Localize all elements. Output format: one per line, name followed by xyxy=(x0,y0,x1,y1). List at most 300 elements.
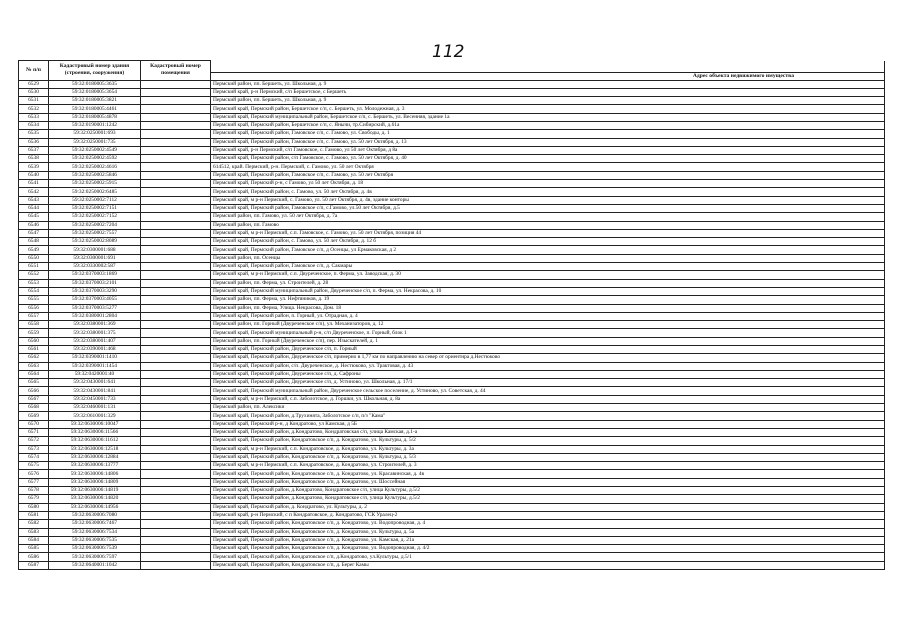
address-cell: Пермский край, Пермский район, Кондратовское с/п, д. Кондратово, ул. Культуры, д. 5/2 xyxy=(211,437,885,445)
cadastral-building-cell: 59:32:0430001:841 xyxy=(49,387,141,395)
table-row xyxy=(19,329,885,337)
table-row xyxy=(19,221,885,229)
cadastral-premises-cell xyxy=(141,503,211,511)
row-number: 6576 xyxy=(19,470,49,478)
address-cell: Пермский край, Пермский район, Гамовское с/п, с. Гамово, ул. Свободы, д. 1 xyxy=(211,130,885,138)
cadastral-premises-cell xyxy=(141,362,211,370)
row-number: 6582 xyxy=(19,520,49,528)
address-cell: Пермский край, Пермский район, Кондратовское с/п, д. Кондратово, ул. Красавинская, д. 4в xyxy=(211,470,885,478)
page-number: 112 xyxy=(432,42,465,62)
table-row xyxy=(19,379,885,387)
row-number: 6536 xyxy=(19,138,49,146)
table-row xyxy=(19,511,885,519)
row-number: 6553 xyxy=(19,279,49,287)
cadastral-premises-cell xyxy=(141,246,211,254)
cadastral-premises-cell xyxy=(141,346,211,354)
row-number: 6533 xyxy=(19,113,49,121)
address-cell: Пермский район, пп. Алексики xyxy=(211,404,885,412)
address-cell: Пермский край, Пермский район, Гамовское с/п, д. Сакмары xyxy=(211,263,885,271)
cadastral-building-cell: 59:32:0430001:641 xyxy=(49,379,141,387)
cadastral-building-cell: 59:32:0630006:14820 xyxy=(49,495,141,503)
address-cell: Пермский район, пп. Ферма, ул. Нефтяников, д. 19 xyxy=(211,296,885,304)
table-row xyxy=(19,88,885,96)
cadastral-premises-cell xyxy=(141,404,211,412)
cadastral-building-cell: 59:32:0180005:3635 xyxy=(49,80,141,88)
address-cell: Пермский край, Пермский муниципальный район, Бершетское с/п, с. Бершеть, ул. Весенняя, здание 1а xyxy=(211,113,885,121)
table-row xyxy=(19,520,885,528)
cadastral-premises-cell xyxy=(141,487,211,495)
cadastral-building-cell: 59:32:0250002:6485 xyxy=(49,188,141,196)
table-row xyxy=(19,155,885,163)
address-cell: Пермский край, Пермский район, д.Кондратово, Кондратовское с/п, улица Культуры, д.5/2 xyxy=(211,487,885,495)
row-number: 6583 xyxy=(19,528,49,536)
header-cadastral-building: Кадастровый номер здания (строения, сооружения) xyxy=(49,61,141,81)
cadastral-premises-cell xyxy=(141,370,211,378)
cadastral-building-cell: 59:32:0300001:688 xyxy=(49,246,141,254)
cadastral-building-cell: 59:32:0380001:407 xyxy=(49,337,141,345)
table-row xyxy=(19,146,885,154)
table-row xyxy=(19,296,885,304)
cadastral-building-cell: 59:32:0250002:5846 xyxy=(49,171,141,179)
row-number: 6530 xyxy=(19,88,49,96)
cadastral-premises-cell xyxy=(141,180,211,188)
cadastral-premises-cell xyxy=(141,296,211,304)
cadastral-building-cell: 59:32:0370003:1869 xyxy=(49,271,141,279)
address-cell: Пермский край, Пермский район, Бершетское с/п, с. Янычи, тр.Сибирский, д.61а xyxy=(211,121,885,129)
cadastral-premises-cell xyxy=(141,304,211,312)
address-cell: Пермский край, Пермский район, с. Гамово, ул. 50 лет Октября, д. 12 б xyxy=(211,238,885,246)
row-number: 6540 xyxy=(19,171,49,179)
address-cell: Пермский край, Пермский район, Кондратовское с/п, д. Кондратово, ул. Шоссейная xyxy=(211,478,885,486)
table-row xyxy=(19,404,885,412)
address-cell: Пермский край, м р-н Пермский, с.п. Кондратовское, д. Кондратово, ул. Строителей, д. 3 xyxy=(211,462,885,470)
table-row xyxy=(19,553,885,561)
address-cell: Пермский край, Пермский район, Кондратовское с/п, д. Кондратово, ул. Камская, д. 21а xyxy=(211,536,885,544)
table-row xyxy=(19,188,885,196)
row-number: 6573 xyxy=(19,445,49,453)
table-row xyxy=(19,163,885,171)
cadastral-premises-cell xyxy=(141,420,211,428)
cadastral-premises-cell xyxy=(141,254,211,262)
cadastral-building-cell: 59:32:0250002:8089 xyxy=(49,238,141,246)
table-row xyxy=(19,130,885,138)
row-number: 6548 xyxy=(19,238,49,246)
table-row xyxy=(19,561,885,569)
row-number: 6569 xyxy=(19,412,49,420)
row-number: 6578 xyxy=(19,487,49,495)
cadastral-premises-cell xyxy=(141,462,211,470)
cadastral-building-cell: 59:32:0180005:3821 xyxy=(49,97,141,105)
table-row xyxy=(19,113,885,121)
cadastral-premises-cell xyxy=(141,470,211,478)
table-row xyxy=(19,304,885,312)
row-number: 6568 xyxy=(19,404,49,412)
address-cell: Пермский район, пп. Горный (Двуреченское с/п), пер. Изыскателей, д. 1 xyxy=(211,337,885,345)
cadastral-building-cell: 59:32:0190001:1242 xyxy=(49,121,141,129)
table-row xyxy=(19,445,885,453)
table-row xyxy=(19,171,885,179)
row-number: 6543 xyxy=(19,196,49,204)
cadastral-premises-cell xyxy=(141,263,211,271)
address-cell: Пермский край, Пермский район, Кондратовское с/п, д. Кондратово, ул. Водопроводная, д. 4 xyxy=(211,520,885,528)
cadastral-building-cell: 59:32:0630006:11566 xyxy=(49,428,141,436)
address-cell: Пермский край, Пермский р-н, с Гамово, ул 50 лет Октября, д. 18 xyxy=(211,180,885,188)
address-cell: 614512, край. Пермский, р-н. Пермский, с. Гамово, ул. 50 лет Октября xyxy=(211,163,885,171)
table-row xyxy=(19,453,885,461)
table-row xyxy=(19,97,885,105)
address-cell: Пермский край, Пермский район, с/п. Двуреченское, д. Нестюково, ул. Трактовая, д. 43 xyxy=(211,362,885,370)
cadastral-premises-cell xyxy=(141,213,211,221)
table-row xyxy=(19,370,885,378)
cadastral-premises-cell xyxy=(141,511,211,519)
cadastral-building-cell: 59:32:0630006:12518 xyxy=(49,445,141,453)
cadastral-premises-cell xyxy=(141,146,211,154)
address-cell: Пермский край, Пермский район, Кондратовское с/п, д. Берег Камы xyxy=(211,561,885,569)
cadastral-premises-cell xyxy=(141,545,211,553)
cadastral-premises-cell xyxy=(141,196,211,204)
cadastral-building-cell: 59:32:0370003:5277 xyxy=(49,304,141,312)
address-cell: Пермский край, Пермский муниципальный район, Двуреченское с/п, п. Ферма, ул. Некрасова, д. 10 xyxy=(211,287,885,295)
cadastral-premises-cell xyxy=(141,495,211,503)
table-row xyxy=(19,487,885,495)
address-cell: Пермский край, Пермский район, Гамовское с/п, с. Гамово, ул. 50 лет Октября, д. 13 xyxy=(211,138,885,146)
table-row xyxy=(19,428,885,436)
cadastral-premises-cell xyxy=(141,138,211,146)
row-number: 6544 xyxy=(19,204,49,212)
table-row xyxy=(19,254,885,262)
table-row xyxy=(19,204,885,212)
cadastral-premises-cell xyxy=(141,312,211,320)
cadastral-premises-cell xyxy=(141,337,211,345)
cadastral-building-cell: 59:32:0630006:7539 xyxy=(49,545,141,553)
cadastral-building-cell: 59:32:0180005:4878 xyxy=(49,113,141,121)
row-number: 6584 xyxy=(19,536,49,544)
table-row xyxy=(19,312,885,320)
cadastral-premises-cell xyxy=(141,97,211,105)
row-number: 6571 xyxy=(19,428,49,436)
table-row xyxy=(19,121,885,129)
table-row xyxy=(19,462,885,470)
table-row xyxy=(19,180,885,188)
cadastral-premises-cell xyxy=(141,121,211,129)
address-cell: Пермский край, Пермский район, Кондратовское с/п, д.Кондратово, ул.Культуры, д.5/1 xyxy=(211,553,885,561)
address-cell: Пермский край, Пермский район, с. Гамово, ул. 50 лет Октября, д. 4в xyxy=(211,188,885,196)
cadastral-building-cell: 59:32:0250002:4549 xyxy=(49,146,141,154)
cadastral-building-cell: 59:32:0630006:12884 xyxy=(49,453,141,461)
row-number: 6579 xyxy=(19,495,49,503)
row-number: 6558 xyxy=(19,321,49,329)
property-table xyxy=(18,60,885,570)
address-cell: Пермский край, Пермский район, Кондратовское с/п, д. Кондратово, ул. Водопроводная, д. 4/2 xyxy=(211,545,885,553)
address-cell: Пермский край, м р-н Пермский, с.п. Гамовское, с. Гамово, ул. 50 лет Октября, позиция 44 xyxy=(211,229,885,237)
row-number: 6534 xyxy=(19,121,49,129)
row-number: 6559 xyxy=(19,329,49,337)
row-number: 6560 xyxy=(19,337,49,345)
cadastral-building-cell: 59:32:0250002:7557 xyxy=(49,229,141,237)
cadastral-building-cell: 59:32:0370003:3290 xyxy=(49,287,141,295)
cadastral-premises-cell xyxy=(141,379,211,387)
row-number: 6561 xyxy=(19,346,49,354)
cadastral-building-cell: 59:32:0640001:1042 xyxy=(49,561,141,569)
table-row xyxy=(19,238,885,246)
cadastral-building-cell: 59:32:0250001:735 xyxy=(49,138,141,146)
row-number: 6587 xyxy=(19,561,49,569)
row-number: 6539 xyxy=(19,163,49,171)
row-number: 6566 xyxy=(19,387,49,395)
row-number: 6556 xyxy=(19,304,49,312)
address-cell: Пермский край, Пермский муниципальный р-н, с/п Двуреченское, п. Горный, блок 1 xyxy=(211,329,885,337)
address-cell: Пермский край, р-н Пермский, с п Кондратовское, д. Кондратово, ГСК Уралец-2 xyxy=(211,511,885,519)
address-cell: Пермский район, пп. Гамово, ул. 50 лет Октября, д. 7а xyxy=(211,213,885,221)
table-row xyxy=(19,287,885,295)
address-cell: Пермский край, Пермский район, д. Кондратово, ул. Культуры, д. 2 xyxy=(211,503,885,511)
cadastral-building-cell: 59:32:0630006:7535 xyxy=(49,536,141,544)
cadastral-building-cell: 59:32:0250002:7151 xyxy=(49,204,141,212)
address-cell: Пермский край, Пермский район, д.Кондратово, Кондратовская с/п, улица Камская, д.1-а xyxy=(211,428,885,436)
row-number: 6585 xyxy=(19,545,49,553)
cadastral-premises-cell xyxy=(141,536,211,544)
cadastral-premises-cell xyxy=(141,204,211,212)
cadastral-premises-cell xyxy=(141,437,211,445)
table-row xyxy=(19,503,885,511)
header-address: Адрес объекта недвижимого имущества xyxy=(211,72,885,80)
table-row xyxy=(19,387,885,395)
cadastral-building-cell: 59:32:0180005:4461 xyxy=(49,105,141,113)
table-row xyxy=(19,105,885,113)
header-cadastral-premises: Кадастровый номер помещения xyxy=(141,61,211,81)
table-body xyxy=(19,80,885,570)
address-cell: Пермский край, р-н Пермский, с/п Бершетское, с Бершеть xyxy=(211,88,885,96)
row-number: 6572 xyxy=(19,437,49,445)
row-number: 6538 xyxy=(19,155,49,163)
address-cell: Пермский край, Пермский район, Двуреченское с/п, д. Устиново, ул. Школьная, д. 17/1 xyxy=(211,379,885,387)
address-cell: Пермский край, Пермский район, д.Трухинята, Заболотское с/п, п/з "Кама" xyxy=(211,412,885,420)
address-cell: Пермский район, пп. Горный (Двуреченское с/п), ул. Механизаторов, д. 12 xyxy=(211,321,885,329)
address-cell: Пермский край, Пермский район, Гамовское с/п, д Осенцы, ул Ермаковская, д 2 xyxy=(211,246,885,254)
cadastral-premises-cell xyxy=(141,271,211,279)
cadastral-building-cell: 59:32:0250002:7204 xyxy=(49,221,141,229)
cadastral-building-cell: 59:32:0390001:468 xyxy=(49,346,141,354)
cadastral-building-cell: 59:32:0250002:4616 xyxy=(49,163,141,171)
row-number: 6563 xyxy=(19,362,49,370)
cadastral-building-cell: 59:32:0380001:369 xyxy=(49,321,141,329)
cadastral-premises-cell xyxy=(141,188,211,196)
table-row xyxy=(19,395,885,403)
address-cell: Пермский край, Пермский район, Двуреченское с/п, д. Сафроны xyxy=(211,370,885,378)
cadastral-premises-cell xyxy=(141,155,211,163)
table-row xyxy=(19,545,885,553)
row-number: 6545 xyxy=(19,213,49,221)
cadastral-building-cell: 59:32:0390001:1454 xyxy=(49,362,141,370)
row-number: 6532 xyxy=(19,105,49,113)
table-row xyxy=(19,196,885,204)
table-row xyxy=(19,321,885,329)
cadastral-building-cell: 59:32:0630006:14956 xyxy=(49,503,141,511)
cadastral-premises-cell xyxy=(141,163,211,171)
cadastral-premises-cell xyxy=(141,428,211,436)
cadastral-premises-cell xyxy=(141,238,211,246)
address-cell: Пермский район, пп. Бершеть, ул. Школьная, д. 9 xyxy=(211,80,885,88)
cadastral-building-cell: 59:32:0460001:131 xyxy=(49,404,141,412)
table-row xyxy=(19,138,885,146)
cadastral-premises-cell xyxy=(141,171,211,179)
address-cell: Пермский район, пп. Бершеть, ул. Школьная, д. 9 xyxy=(211,97,885,105)
header-num: № п/п xyxy=(19,61,49,81)
cadastral-premises-cell xyxy=(141,561,211,569)
row-number: 6580 xyxy=(19,503,49,511)
address-cell: Пермский район, пп. Ферма, Улица. Некрасова, Дом. 18 xyxy=(211,304,885,312)
row-number: 6555 xyxy=(19,296,49,304)
table-row xyxy=(19,412,885,420)
row-number: 6546 xyxy=(19,221,49,229)
table-row xyxy=(19,354,885,362)
cadastral-building-cell: 59:32:0250002:7152 xyxy=(49,213,141,221)
cadastral-premises-cell xyxy=(141,395,211,403)
cadastral-premises-cell xyxy=(141,80,211,88)
cadastral-premises-cell xyxy=(141,354,211,362)
table-row xyxy=(19,437,885,445)
cadastral-premises-cell xyxy=(141,113,211,121)
address-cell: Пермский край, Пермский район, Двуреченское с/п, примерно в 1,77 км по направлению на север от ориентира д.Нестюково xyxy=(211,354,885,362)
cadastral-building-cell: 59:32:0630006:14809 xyxy=(49,478,141,486)
cadastral-building-cell: 59:32:0630006:14819 xyxy=(49,487,141,495)
table-row xyxy=(19,346,885,354)
address-cell: Пермский край, Пермский район, Бершетское с/п, с. Бершеть, ул. Молодежная, д. 3 xyxy=(211,105,885,113)
row-number: 6564 xyxy=(19,370,49,378)
row-number: 6562 xyxy=(19,354,49,362)
cadastral-building-cell: 59:32:0630006:7467 xyxy=(49,520,141,528)
header-blank xyxy=(211,61,885,73)
cadastral-premises-cell xyxy=(141,553,211,561)
cadastral-building-cell: 59:32:0180005:3654 xyxy=(49,88,141,96)
table-row xyxy=(19,271,885,279)
cadastral-building-cell: 59:32:0330002:587 xyxy=(49,263,141,271)
cadastral-premises-cell xyxy=(141,321,211,329)
cadastral-premises-cell xyxy=(141,520,211,528)
cadastral-building-cell: 59:32:0630006:10047 xyxy=(49,420,141,428)
cadastral-building-cell: 59:32:0630006:11612 xyxy=(49,437,141,445)
cadastral-building-cell: 59:32:0630006:7534 xyxy=(49,528,141,536)
cadastral-premises-cell xyxy=(141,445,211,453)
table-row xyxy=(19,470,885,478)
table-row xyxy=(19,362,885,370)
address-cell: Пермский край, м р-н Пермский, с.п. Кондратовское, д. Кондратово, ул. Культуры, д. 3а xyxy=(211,445,885,453)
row-number: 6551 xyxy=(19,263,49,271)
row-number: 6557 xyxy=(19,312,49,320)
row-number: 6549 xyxy=(19,246,49,254)
cadastral-premises-cell xyxy=(141,478,211,486)
table-row xyxy=(19,420,885,428)
cadastral-building-cell: 59:32:0380001:2804 xyxy=(49,312,141,320)
cadastral-premises-cell xyxy=(141,279,211,287)
table-row xyxy=(19,80,885,88)
address-cell: Пермский район, пп. Осенцы xyxy=(211,254,885,262)
cadastral-premises-cell xyxy=(141,412,211,420)
table-row xyxy=(19,536,885,544)
cadastral-building-cell: 59:32:0630006:7597 xyxy=(49,553,141,561)
cadastral-premises-cell xyxy=(141,329,211,337)
address-cell: Пермский край, м р-н Пермский, с. Гамово, ул. 50 лет Октября, д. 4в, здание конторы xyxy=(211,196,885,204)
address-cell: Пермский край, Пермский район, Гамовское с/п, с. Гамово, ул. 50 лет Октября xyxy=(211,171,885,179)
row-number: 6541 xyxy=(19,180,49,188)
address-cell: Пермский край, Пермский район, д.Кондратово, Кондратовское с/п, улица Культуры, д.5/2 xyxy=(211,495,885,503)
address-cell: Пермский край, м р-н Пермский, с.п. Заболотское, д. Горшки, ул. Школьная, д. 8а xyxy=(211,395,885,403)
cadastral-building-cell: 59:32:0380001:375 xyxy=(49,329,141,337)
cadastral-building-cell: 59:32:0250002:5915 xyxy=(49,180,141,188)
table-row xyxy=(19,229,885,237)
address-cell: Пермский край, р-н Пермский, с/п Гамовское, с. Гамово, ул 50 лет Октября, д 8а xyxy=(211,146,885,154)
row-number: 6554 xyxy=(19,287,49,295)
row-number: 6581 xyxy=(19,511,49,519)
cadastral-premises-cell xyxy=(141,453,211,461)
cadastral-premises-cell xyxy=(141,287,211,295)
cadastral-building-cell: 59:32:0250002:4592 xyxy=(49,155,141,163)
row-number: 6547 xyxy=(19,229,49,237)
address-cell: Пермский район, пп. Ферма, ул. Строителей, д. 28 xyxy=(211,279,885,287)
row-number: 6577 xyxy=(19,478,49,486)
table-row xyxy=(19,263,885,271)
row-number: 6531 xyxy=(19,97,49,105)
address-cell: Пермский край, Пермский район, с/п Гамовское, с. Гамово, ул. 50 лет Октября, д. 40 xyxy=(211,155,885,163)
row-number: 6565 xyxy=(19,379,49,387)
row-number: 6537 xyxy=(19,146,49,154)
cadastral-building-cell: 59:32:0610001:329 xyxy=(49,412,141,420)
row-number: 6570 xyxy=(19,420,49,428)
row-number: 6529 xyxy=(19,80,49,88)
row-number: 6542 xyxy=(19,188,49,196)
cadastral-premises-cell xyxy=(141,221,211,229)
address-cell: Пермский край, м р-н Пермский, с.п. Двуреченское, п. Ферма, ул. Заводская, д. 30 xyxy=(211,271,885,279)
row-number: 6550 xyxy=(19,254,49,262)
row-number: 6567 xyxy=(19,395,49,403)
cadastral-premises-cell xyxy=(141,105,211,113)
cadastral-building-cell: 59:32:0250002:7112 xyxy=(49,196,141,204)
address-cell: Пермский район, пп. Гамово xyxy=(211,221,885,229)
table-row xyxy=(19,279,885,287)
address-cell: Пермский край, Пермский муниципальный район, Двуреченское сельское поселение, д. Устиново, ул. Советская, д. 44 xyxy=(211,387,885,395)
table-row xyxy=(19,528,885,536)
cadastral-building-cell: 59:32:0250001:693 xyxy=(49,130,141,138)
cadastral-building-cell: 59:32:0370003:2101 xyxy=(49,279,141,287)
address-cell: Пермский край, Пермский район, Кондратовское с/п, д. Кондратово, ул. Культуры, д. 5/3 xyxy=(211,453,885,461)
cadastral-building-cell: 59:32:0630006:14806 xyxy=(49,470,141,478)
cadastral-building-cell: 59:32:0300001:691 xyxy=(49,254,141,262)
cadastral-building-cell: 59:32:0630006:13777 xyxy=(49,462,141,470)
cadastral-building-cell: 59:32:0450001:733 xyxy=(49,395,141,403)
address-cell: Пермский край, Пермский район, Двуреченское с/п, п. Горный xyxy=(211,346,885,354)
table-row xyxy=(19,337,885,345)
cadastral-premises-cell xyxy=(141,229,211,237)
address-cell: Пермский край, Пермский район, Кондратовское с/п, д. Кондратово, ул. Культуры, д. 5а xyxy=(211,528,885,536)
address-cell: Пермский край, Пермский р-н, д Кондратово, ул Камская, д 5Б xyxy=(211,420,885,428)
cadastral-premises-cell xyxy=(141,88,211,96)
table-row xyxy=(19,246,885,254)
table-row xyxy=(19,495,885,503)
address-cell: Пермский край, Пермский район, п. Горный, ул. Отрадная, д. 4 xyxy=(211,312,885,320)
row-number: 6552 xyxy=(19,271,49,279)
row-number: 6586 xyxy=(19,553,49,561)
cadastral-premises-cell xyxy=(141,130,211,138)
address-cell: Пермский край, Пермский район, Гамовское с/п, с.Гамово, ул.50 лет Октября, д.5 xyxy=(211,204,885,212)
cadastral-building-cell: 59:32:0630006:7080 xyxy=(49,511,141,519)
cadastral-building-cell: 59:32:0420001:40 xyxy=(49,370,141,378)
row-number: 6574 xyxy=(19,453,49,461)
cadastral-building-cell: 59:32:0370003:4055 xyxy=(49,296,141,304)
table-row xyxy=(19,478,885,486)
row-number: 6575 xyxy=(19,462,49,470)
row-number: 6535 xyxy=(19,130,49,138)
cadastral-building-cell: 59:32:0390001:1410 xyxy=(49,354,141,362)
